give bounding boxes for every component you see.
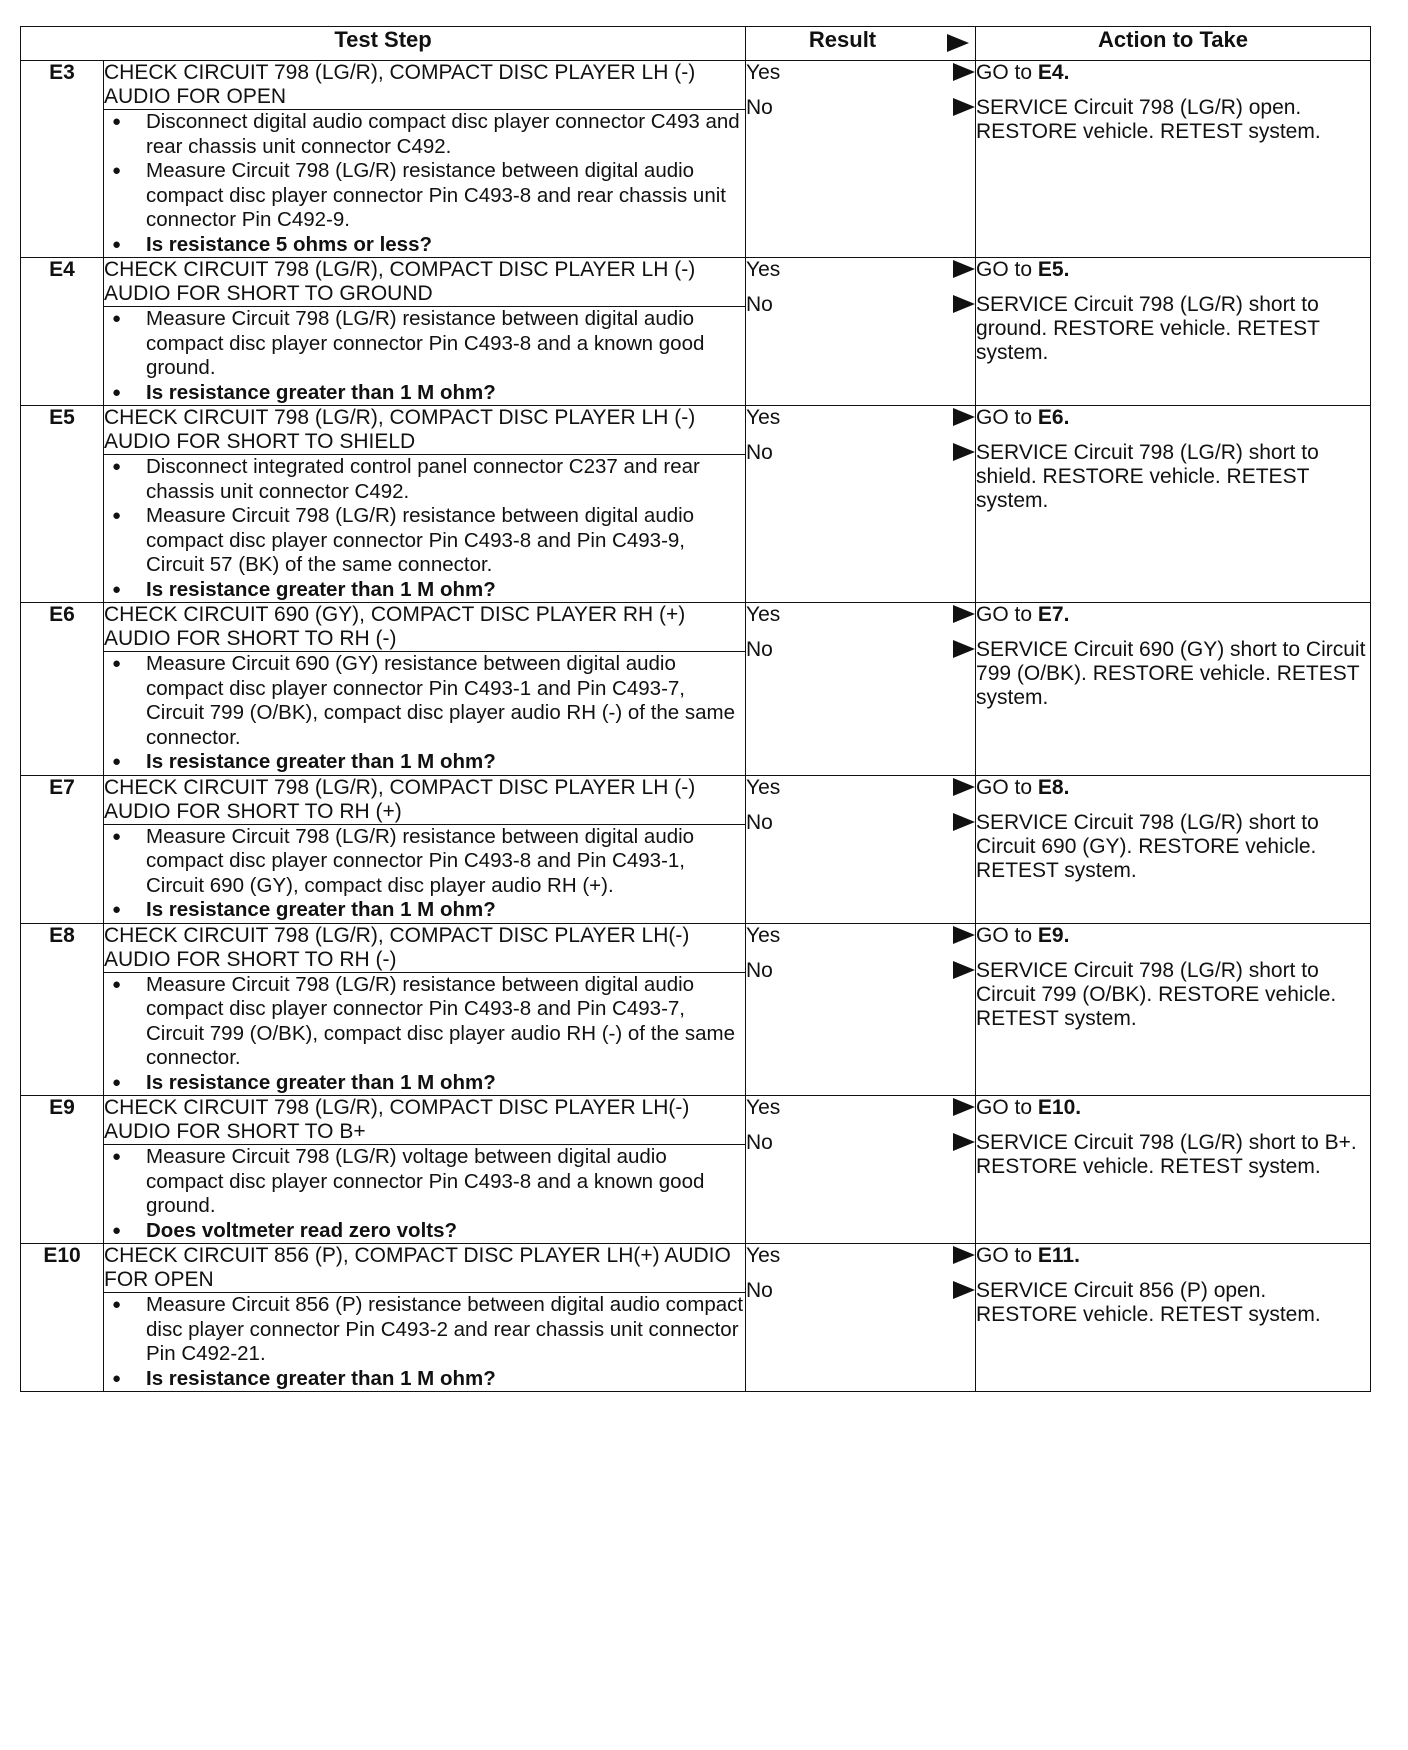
- arrow-right-icon: [953, 63, 975, 81]
- action-yes-prefix: GO to: [976, 775, 1033, 799]
- step-title-row: [21, 406, 1371, 455]
- result-no-label: No: [746, 958, 773, 982]
- step-title-row: [21, 61, 1371, 110]
- step-body: [104, 455, 746, 603]
- step-result: [746, 258, 976, 406]
- step-result: [746, 406, 976, 603]
- step-id: E6: [21, 603, 104, 776]
- step-bullet-list: [104, 825, 745, 923]
- step-id: E7: [21, 775, 104, 923]
- step-title-row: [21, 775, 1371, 824]
- action-yes-target: E5.: [1037, 258, 1070, 281]
- result-yes: [746, 406, 975, 430]
- action-no: SERVICE Circuit 690 (GY) short to Circuit 799 (O/BK). RESTORE vehicle. RETEST system.: [976, 638, 1366, 709]
- step-bullet: ● Disconnect integrated control panel connector C237 and rear chassis unit connector C492.: [104, 455, 745, 504]
- diagnostic-table: [20, 26, 1371, 1392]
- result-yes: [746, 1244, 975, 1268]
- step-bullet-list: [104, 652, 745, 775]
- step-title: CHECK CIRCUIT 798 (LG/R), COMPACT DISC PLAYER LH (-) AUDIO FOR SHORT TO GROUND: [104, 258, 746, 307]
- step-title-row: [21, 258, 1371, 307]
- action-no: SERVICE Circuit 798 (LG/R) short to shield. RESTORE vehicle. RETEST system.: [976, 441, 1319, 512]
- result-no-label: No: [746, 1131, 773, 1154]
- step-result: [746, 61, 976, 258]
- step-id: E3: [21, 61, 104, 258]
- step-question: ● Is resistance greater than 1 M ohm?: [104, 1367, 745, 1392]
- result-yes: [746, 61, 975, 85]
- arrow-right-icon: [953, 295, 975, 313]
- step-bullet: ● Disconnect digital audio compact disc player connector C493 and rear chassis unit connector C492.: [104, 110, 745, 159]
- result-no-label: No: [746, 441, 773, 464]
- step-title: CHECK CIRCUIT 798 (LG/R), COMPACT DISC PLAYER LH(-) AUDIO FOR SHORT TO RH (-): [104, 923, 746, 972]
- step-title: CHECK CIRCUIT 690 (GY), COMPACT DISC PLAYER RH (+) AUDIO FOR SHORT TO RH (-): [104, 603, 746, 652]
- result-yes-label: Yes: [746, 603, 781, 626]
- result-no-label: No: [746, 293, 773, 316]
- action-yes: [976, 1244, 1370, 1268]
- step-action: [976, 923, 1371, 1096]
- result-yes: [746, 1096, 975, 1120]
- action-yes-prefix: GO to: [976, 603, 1033, 626]
- step-question: ● Is resistance greater than 1 M ohm?: [104, 1071, 745, 1096]
- result-yes: [746, 776, 975, 800]
- action-yes: [976, 776, 1370, 800]
- step-question: ● Is resistance 5 ohms or less?: [104, 233, 745, 258]
- result-yes: [746, 924, 975, 948]
- step-body: [104, 1145, 746, 1244]
- step-question: ● Does voltmeter read zero volts?: [104, 1219, 745, 1244]
- result-yes-label: Yes: [746, 258, 781, 281]
- step-action: [976, 775, 1371, 923]
- action-yes-target: E8.: [1037, 775, 1070, 799]
- step-bullet: ● Measure Circuit 798 (LG/R) voltage between digital audio compact disc player connector Pin C493-8 and a known good ground.: [104, 1145, 745, 1219]
- step-body: [104, 652, 746, 776]
- action-yes-target: E10.: [1037, 1096, 1082, 1119]
- action-yes-prefix: GO to: [976, 406, 1033, 429]
- action-yes-target: E11.: [1037, 1244, 1080, 1267]
- step-bullet: ● Measure Circuit 798 (LG/R) resistance between digital audio compact disc player connector Pin C493-8 and Pin C493-9, Circuit 57 (BK) of the same connector.: [104, 504, 745, 578]
- action-no: SERVICE Circuit 798 (LG/R) open. RESTORE vehicle. RETEST system.: [976, 96, 1321, 143]
- step-id: E9: [21, 1096, 104, 1244]
- header-row: [21, 27, 1371, 61]
- arrow-right-icon: [953, 961, 975, 979]
- result-yes: [746, 603, 975, 627]
- step-id: E4: [21, 258, 104, 406]
- step-result: [746, 923, 976, 1096]
- arrow-right-icon: [953, 260, 975, 278]
- action-yes-target: E9.: [1037, 923, 1070, 947]
- step-action: [976, 406, 1371, 603]
- step-id: E10: [21, 1244, 104, 1392]
- result-no: [746, 293, 975, 317]
- arrow-right-icon: [953, 408, 975, 426]
- step-result: [746, 775, 976, 923]
- step-bullet: ● Measure Circuit 798 (LG/R) resistance between digital audio compact disc player connector Pin C493-8 and a known good ground.: [104, 307, 745, 381]
- action-yes: [976, 603, 1370, 627]
- step-question: ● Is resistance greater than 1 M ohm?: [104, 578, 745, 603]
- step-title: CHECK CIRCUIT 798 (LG/R), COMPACT DISC PLAYER LH (-) AUDIO FOR SHORT TO SHIELD: [104, 406, 746, 455]
- action-yes-target: E7.: [1037, 603, 1070, 626]
- test-step-header: Test Step: [21, 27, 746, 61]
- action-yes: [976, 258, 1370, 282]
- result-header: [746, 27, 976, 61]
- action-no: SERVICE Circuit 798 (LG/R) short to Circuit 690 (GY). RESTORE vehicle. RETEST system.: [976, 810, 1319, 882]
- result-yes-label: Yes: [746, 1244, 781, 1267]
- action-yes: [976, 924, 1370, 948]
- arrow-right-icon: [953, 443, 975, 461]
- action-yes: [976, 406, 1370, 430]
- step-title-row: [21, 1244, 1371, 1293]
- step-bullet: ● Measure Circuit 798 (LG/R) resistance between digital audio compact disc player connector Pin C493-8 and Pin C493-7, Circuit 799 (O/BK), compact disc player audio RH (-) of the same connector.: [104, 973, 745, 1071]
- step-question: ● Is resistance greater than 1 M ohm?: [104, 750, 745, 775]
- result-no-label: No: [746, 638, 773, 661]
- action-yes-prefix: GO to: [976, 1096, 1033, 1119]
- action-no: SERVICE Circuit 856 (P) open. RESTORE vehicle. RETEST system.: [976, 1279, 1321, 1326]
- step-bullet-list: [104, 1293, 745, 1391]
- action-no: SERVICE Circuit 798 (LG/R) short to Circuit 799 (O/BK). RESTORE vehicle. RETEST system.: [976, 958, 1337, 1030]
- step-bullet: ● Measure Circuit 690 (GY) resistance between digital audio compact disc player connector Pin C493-1 and Pin C493-7, Circuit 799 (O/BK), compact disc player audio RH (-) of the same connector.: [104, 652, 745, 750]
- action-no: SERVICE Circuit 798 (LG/R) short to ground. RESTORE vehicle. RETEST system.: [976, 293, 1320, 364]
- result-no-label: No: [746, 96, 773, 119]
- result-no: [746, 638, 975, 662]
- step-id: E8: [21, 923, 104, 1096]
- result-yes-label: Yes: [746, 923, 781, 947]
- result-yes-label: Yes: [746, 61, 781, 84]
- action-no: SERVICE Circuit 798 (LG/R) short to B+. RESTORE vehicle. RETEST system.: [976, 1131, 1357, 1178]
- result-no: [746, 811, 975, 835]
- result-no-label: No: [746, 1279, 773, 1302]
- arrow-right-icon: [953, 605, 975, 623]
- step-question: ● Is resistance greater than 1 M ohm?: [104, 381, 745, 406]
- step-title: CHECK CIRCUIT 856 (P), COMPACT DISC PLAYER LH(+) AUDIO FOR OPEN: [104, 1244, 746, 1293]
- arrow-right-icon: [953, 1246, 975, 1264]
- step-bullet-list: [104, 1145, 745, 1243]
- step-result: [746, 1244, 976, 1392]
- arrow-right-icon: [953, 926, 975, 944]
- step-question: ● Is resistance greater than 1 M ohm?: [104, 898, 745, 923]
- action-header: Action to Take: [976, 27, 1371, 61]
- step-body: [104, 307, 746, 406]
- step-title: CHECK CIRCUIT 798 (LG/R), COMPACT DISC PLAYER LH (-) AUDIO FOR SHORT TO RH (+): [104, 775, 746, 824]
- arrow-right-icon: [953, 98, 975, 116]
- arrow-right-icon: [953, 813, 975, 831]
- step-body: [104, 824, 746, 923]
- action-yes-prefix: GO to: [976, 258, 1033, 281]
- step-bullet-list: [104, 973, 745, 1096]
- arrow-right-icon: [953, 1098, 975, 1116]
- arrow-right-icon: [947, 34, 969, 52]
- arrow-right-icon: [953, 778, 975, 796]
- result-yes: [746, 258, 975, 282]
- result-header-label: Result: [808, 27, 877, 52]
- step-bullet: ● Measure Circuit 856 (P) resistance between digital audio compact disc player connector Pin C493-2 and rear chassis unit connector Pin C492-21.: [104, 1293, 745, 1367]
- step-result: [746, 1096, 976, 1244]
- step-title-row: [21, 603, 1371, 652]
- step-bullet: ● Measure Circuit 798 (LG/R) resistance between digital audio compact disc player connector Pin C493-8 and rear chassis unit connector Pin C492-9.: [104, 159, 745, 233]
- step-body: [104, 972, 746, 1096]
- result-no: [746, 96, 975, 120]
- result-yes-label: Yes: [746, 1096, 781, 1119]
- step-action: [976, 1096, 1371, 1244]
- step-result: [746, 603, 976, 776]
- step-bullet-list: [104, 110, 745, 257]
- action-yes: [976, 1096, 1370, 1120]
- step-id: E5: [21, 406, 104, 603]
- step-bullet-list: [104, 455, 745, 602]
- step-title-row: [21, 923, 1371, 972]
- step-bullet-list: [104, 307, 745, 405]
- action-yes-prefix: GO to: [976, 1244, 1033, 1267]
- action-yes: [976, 61, 1370, 85]
- action-yes-prefix: GO to: [976, 923, 1033, 947]
- step-bullet: ● Measure Circuit 798 (LG/R) resistance between digital audio compact disc player connector Pin C493-8 and Pin C493-1, Circuit 690 (GY), compact disc player audio RH (+).: [104, 825, 745, 899]
- step-title: CHECK CIRCUIT 798 (LG/R), COMPACT DISC PLAYER LH(-) AUDIO FOR SHORT TO B+: [104, 1096, 746, 1145]
- step-action: [976, 603, 1371, 776]
- step-action: [976, 258, 1371, 406]
- result-no: [746, 959, 975, 983]
- result-no: [746, 441, 975, 465]
- step-action: [976, 61, 1371, 258]
- arrow-right-icon: [953, 1281, 975, 1299]
- result-yes-label: Yes: [746, 406, 781, 429]
- action-yes-target: E6.: [1037, 406, 1070, 429]
- step-title: CHECK CIRCUIT 798 (LG/R), COMPACT DISC PLAYER LH (-) AUDIO FOR OPEN: [104, 61, 746, 110]
- step-body: [104, 110, 746, 258]
- step-action: [976, 1244, 1371, 1392]
- result-yes-label: Yes: [746, 775, 781, 799]
- step-title-row: [21, 1096, 1371, 1145]
- action-yes-target: E4.: [1037, 61, 1070, 84]
- arrow-right-icon: [953, 640, 975, 658]
- result-no: [746, 1131, 975, 1155]
- step-body: [104, 1293, 746, 1392]
- action-yes-prefix: GO to: [976, 61, 1033, 84]
- result-no-label: No: [746, 810, 773, 834]
- result-no: [746, 1279, 975, 1303]
- arrow-right-icon: [953, 1133, 975, 1151]
